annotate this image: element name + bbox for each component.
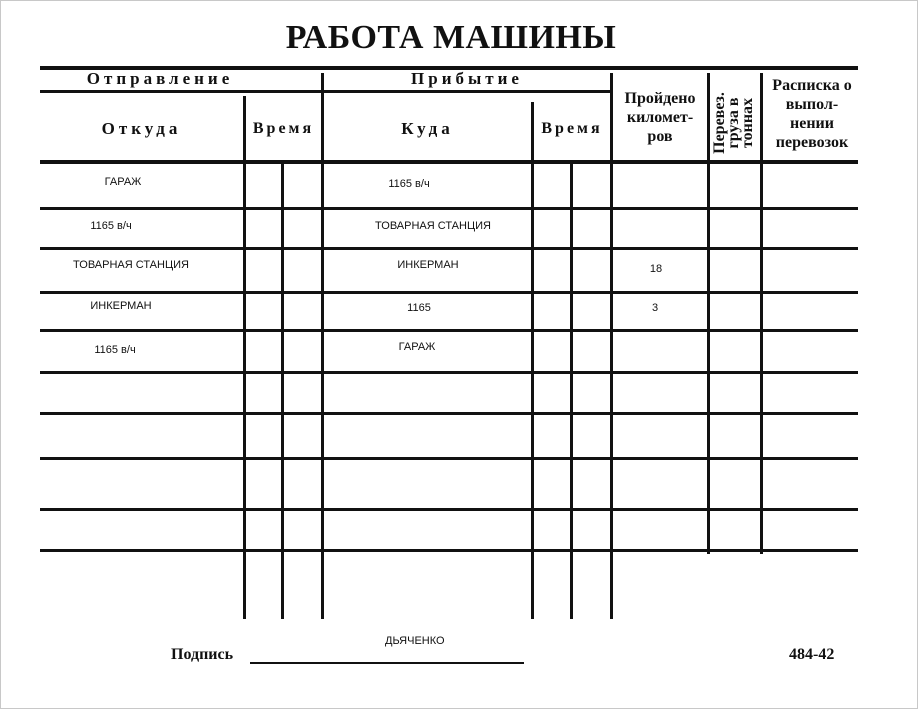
row-1-from: ГАРАЖ <box>104 176 142 188</box>
row-3-from: ТОВАРНАЯ СТАНЦИЯ <box>73 259 189 271</box>
from-column-header: Откуда <box>101 119 182 138</box>
row-3-km: 18 <box>649 263 663 275</box>
row-4-from: ИНКЕРМАН <box>90 300 152 312</box>
receipt-column-header: Расписка о выпол-нении перевозок <box>772 77 852 151</box>
km-column-header: Пройдено километ-ров <box>624 90 696 145</box>
row-rule <box>40 291 858 294</box>
column-divider <box>531 102 534 619</box>
signature-line <box>250 662 524 664</box>
row-rule <box>40 508 858 511</box>
departure-time-header: Время <box>252 120 315 137</box>
form-title: РАБОТА МАШИНЫ <box>285 19 617 56</box>
to-column-header: Куда <box>401 119 454 138</box>
column-divider <box>760 73 763 554</box>
row-2-to: ТОВАРНАЯ СТАНЦИЯ <box>375 220 491 232</box>
row-2-from: 1165 в/ч <box>90 220 132 232</box>
form-number: 484-42 <box>789 646 835 663</box>
row-rule <box>40 207 858 210</box>
arrival-group-header: Прибытие <box>411 69 523 88</box>
row-5-from: 1165 в/ч <box>94 344 136 356</box>
column-divider <box>707 73 710 554</box>
signature-name: ДЬЯЧЕНКО <box>385 635 445 647</box>
row-5-to: ГАРАЖ <box>398 341 436 353</box>
row-1-to: 1165 в/ч <box>388 178 430 190</box>
column-divider <box>610 73 613 619</box>
column-divider <box>243 96 246 619</box>
departure-group-header: Отправление <box>86 69 234 88</box>
cargo-column-header: Перевез. груза в тоннах <box>711 92 756 154</box>
column-divider <box>321 73 324 619</box>
row-3-to: ИНКЕРМАН <box>397 259 459 271</box>
arrival-time-header: Время <box>541 120 603 137</box>
row-rule <box>40 371 858 374</box>
row-4-km: 3 <box>651 302 659 314</box>
row-4-to: 1165 <box>407 302 431 314</box>
row-rule <box>40 412 858 415</box>
row-rule <box>40 549 858 552</box>
group-header-rule <box>40 90 612 93</box>
column-divider <box>281 163 284 619</box>
row-rule <box>40 247 858 250</box>
column-divider <box>570 163 573 619</box>
row-rule <box>40 457 858 460</box>
signature-label: Подпись <box>171 646 234 663</box>
row-rule <box>40 329 858 332</box>
